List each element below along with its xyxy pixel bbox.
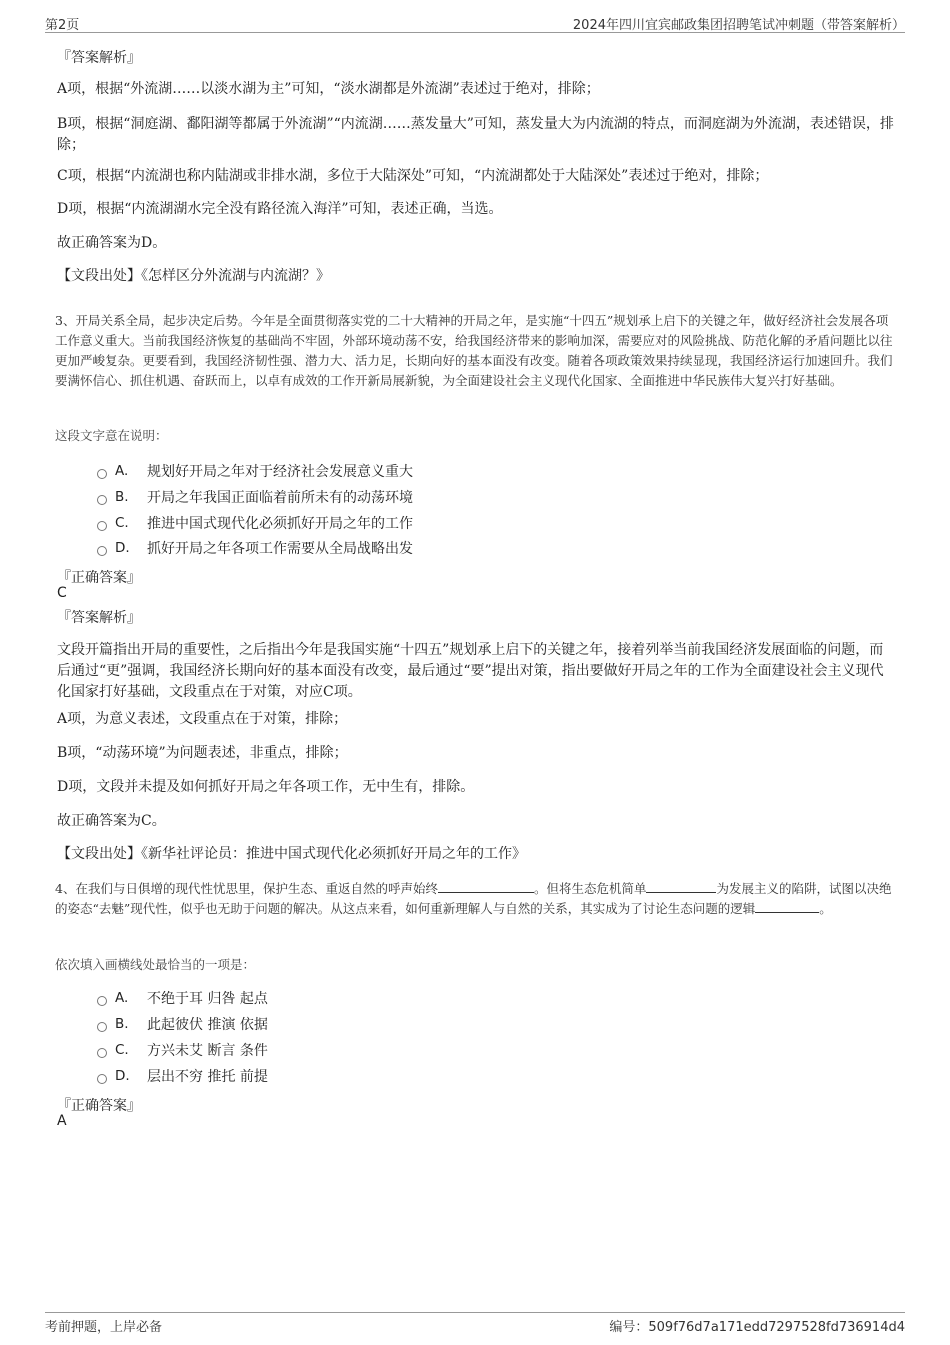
radio-icon[interactable]: [97, 495, 107, 505]
question-stem: [55, 879, 900, 919]
analysis-paragraph: D项，文段并未提及如何抓好开局之年各项工作，无中生有，排除。: [57, 779, 475, 795]
source-citation: 【文段出处】《怎样区分外流湖与内流湖？》: [57, 268, 330, 284]
stem-text: 4、在我们与日俱增的现代性忧思里，保护生态、重返自然的呼声始终: [55, 881, 438, 896]
option-c[interactable]: [97, 1040, 268, 1060]
radio-icon[interactable]: [97, 1022, 107, 1032]
stem-text: 。: [819, 901, 832, 916]
option-a[interactable]: [97, 988, 268, 1008]
radio-icon[interactable]: [97, 521, 107, 531]
fill-blank: [438, 880, 534, 893]
fill-blank: [646, 880, 716, 893]
option-c[interactable]: [97, 513, 413, 533]
code-value: 509f76d7a171edd7297528fd736914d4: [648, 1320, 905, 1335]
correct-answer-label: 『正确答案』: [57, 570, 141, 586]
radio-icon[interactable]: [97, 469, 107, 479]
radio-icon[interactable]: [97, 1048, 107, 1058]
analysis-paragraph: B项，根据“洞庭湖、鄱阳湖等都属于外流湖”“内流湖……蒸发量大”可知，蒸发量大为内流湖的特点，而洞庭湖为外流湖，表述错误，排除；: [57, 116, 894, 153]
option-text: 层出不穷 推托 前提: [147, 1069, 268, 1085]
analysis-paragraph: C项，根据“内流湖也称内陆湖或非排水湖，多位于大陆深处”可知，“内流湖都处于大陆深处”表述过于绝对，排除；: [57, 168, 769, 184]
question-prompt: 这段文字意在说明：: [55, 428, 168, 443]
radio-icon[interactable]: [97, 996, 107, 1006]
option-b[interactable]: [97, 487, 413, 507]
radio-icon[interactable]: [97, 1074, 107, 1084]
stem-text: 为发展主义的陷阱，试图以决绝的姿态“去魅”现代性，似乎也无助于问题的解决。从这点来看，如何重新理解人与自然的关系，其实成为了讨论生态问题的逻辑: [55, 881, 892, 916]
option-letter: D.: [115, 1068, 130, 1084]
page-number: 第2页: [45, 18, 80, 33]
analysis-paragraph: 文段开篇指出开局的重要性，之后指出今年是我国实施“十四五”规划承上启下的关键之年，接着列举当前我国经济发展面临的问题，而后通过“更”强调，我国经济长期向好的基本面没有改变，最后通过“要”提出对策，指出要做好开局之年的工作为全面建设社会主义现代化国家打好基础，文段重点在于对策，对应C项。: [57, 642, 884, 700]
option-text: 抓好开局之年各项工作需要从全局战略出发: [147, 541, 413, 557]
option-letter: B.: [115, 1016, 129, 1032]
radio-icon[interactable]: [97, 546, 107, 556]
correct-answer: C: [57, 585, 67, 601]
correct-answer-label: 『正确答案』: [57, 1098, 141, 1114]
page-header: [45, 12, 905, 33]
option-text: 推进中国式现代化必须抓好开局之年的工作: [147, 516, 413, 532]
document-title: 2024年四川宜宾邮政集团招聘笔试冲刺题（带答案解析）: [572, 18, 905, 33]
option-letter: C.: [115, 1042, 129, 1058]
correct-answer: A: [57, 1113, 67, 1129]
option-text: 开局之年我国正面临着前所未有的动荡环境: [147, 490, 413, 506]
conclusion: 故正确答案为D。: [57, 235, 167, 251]
option-letter: A.: [115, 990, 129, 1006]
analysis-paragraph: B项，“动荡环境”为问题表述，非重点，排除；: [57, 745, 348, 761]
analysis-paragraph: A项，根据“外流湖……以淡水湖为主”可知，“淡水湖都是外流湖”表述过于绝对，排除；: [57, 81, 600, 97]
option-b[interactable]: [97, 1014, 268, 1034]
option-a[interactable]: [97, 461, 413, 481]
option-letter: A.: [115, 463, 129, 479]
page-footer: [45, 1312, 905, 1335]
question-stem: 3、开局关系全局，起步决定后势。今年是全面贯彻落实党的二十大精神的开局之年，是实施“十四五”规划承上启下的关键之年，做好经济社会发展各项工作意义重大。当前我国经济恢复的基础尚不牢固，外部环境动荡不安，给我国经济带来的影响加深，需要应对的风险挑战、防范化解的矛盾问题比以往更加严峻复杂。更要看到，我国经济韧性强、潜力大、活力足，长期向好的基本面没有改变。随着各项政策效果持续显现，我国经济运行加速回升。我们要满怀信心、抓住机遇、奋跃而上，以卓有成效的工作开新局展新貌，为全面建设社会主义现代化国家、全面推进中华民族伟大复兴打好基础。: [55, 313, 893, 388]
fill-blank: [755, 900, 819, 913]
question-prompt: 依次填入画横线处最恰当的一项是：: [55, 957, 256, 972]
stem-text: 。但将生态危机简单: [533, 881, 647, 896]
analysis-paragraph: A项，为意义表述，文段重点在于对策，排除；: [57, 711, 348, 727]
analysis-paragraph: D项，根据“内流湖湖水完全没有路径流入海洋”可知，表述正确，当选。: [57, 201, 503, 217]
option-letter: B.: [115, 489, 129, 505]
option-text: 不绝于耳 归咎 起点: [147, 991, 268, 1007]
option-text: 方兴未艾 断言 条件: [147, 1043, 268, 1059]
source-citation: 【文段出处】《新华社评论员：推进中国式现代化必须抓好开局之年的工作》: [57, 846, 526, 862]
option-letter: D.: [115, 540, 130, 556]
footer-slogan: 考前押题，上岸必备: [45, 1320, 163, 1335]
code-label: 编号：: [609, 1320, 649, 1335]
option-text: 此起彼伏 推演 依据: [147, 1017, 268, 1033]
option-text: 规划好开局之年对于经济社会发展意义重大: [147, 464, 413, 480]
answer-analysis-label: 『答案解析』: [57, 610, 141, 626]
option-d[interactable]: [97, 538, 413, 558]
option-d[interactable]: [97, 1066, 268, 1086]
document-code: [609, 1316, 905, 1335]
option-letter: C.: [115, 515, 129, 531]
answer-analysis-label: 『答案解析』: [57, 50, 141, 66]
conclusion: 故正确答案为C。: [57, 813, 166, 829]
